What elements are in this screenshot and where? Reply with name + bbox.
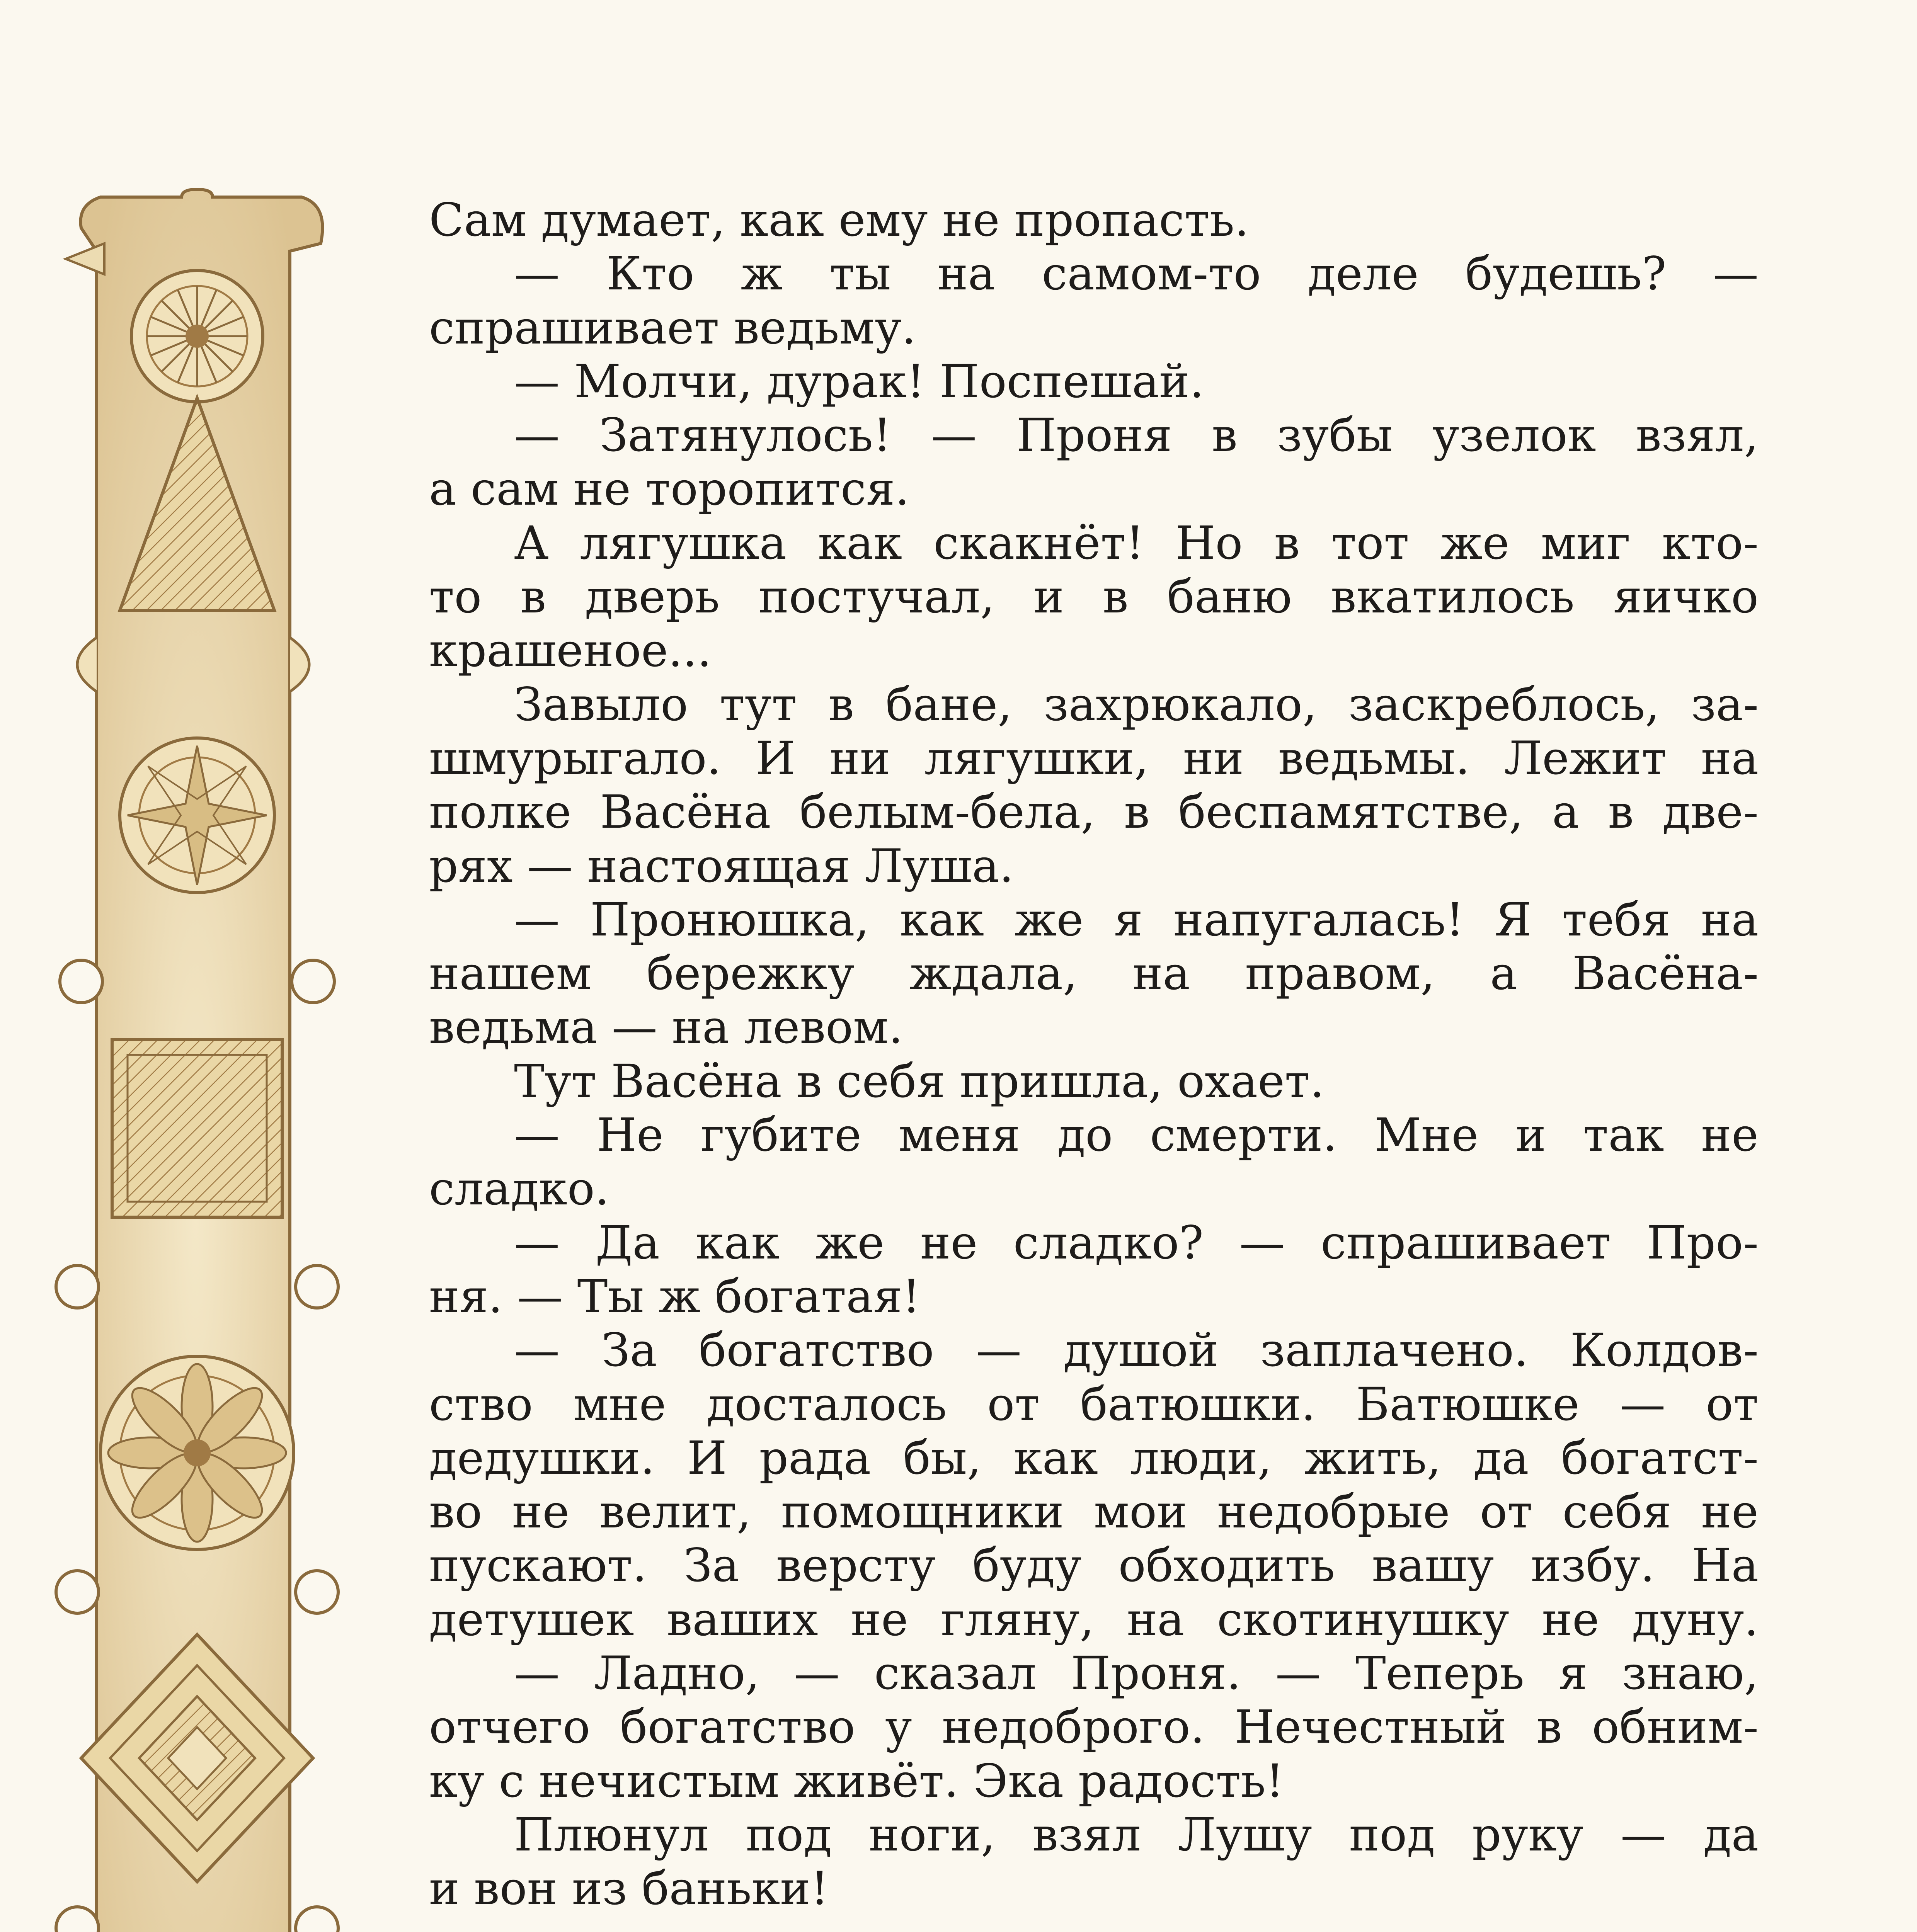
text-line: полке Васёна белым-бела, в беспамятстве, а в две- [429, 785, 1759, 839]
text-line: ку с нечистым живёт. Эка радость! [429, 1754, 1284, 1808]
text-line: нашем бережку ждала, на правом, а Васёна- [429, 947, 1759, 1000]
text-line: а сам не торопится. [429, 462, 910, 516]
text-line: пускают. За версту буду обходить вашу избу. На [429, 1539, 1759, 1592]
text-line: ведьма — на левом. [429, 1000, 903, 1054]
text-line: ство мне досталось от батюшки. Батюшке — от [429, 1377, 1759, 1431]
text-line: ня. — Ты ж богатая! [429, 1269, 921, 1323]
rosette-flower-icon [100, 1356, 294, 1549]
text-line: детушек ваших не гляну, на скотинушку не дуну. [429, 1592, 1759, 1646]
text-line: отчего богатство у недоброго. Нечестный в обним- [429, 1700, 1759, 1754]
text-line: дедушки. И рада бы, как люди, жить, да богатст- [429, 1431, 1759, 1485]
text-line: Тут Васёна в себя пришла, охает. [514, 1054, 1325, 1108]
text-line: — Не губите меня до смерти. Мне и так не [514, 1108, 1759, 1162]
text-line: рях — настоящая Луша. [429, 839, 1014, 893]
text-line: — Пронюшка, как же я напугалась! Я тебя на [514, 893, 1759, 946]
text-line: — Ладно, — сказал Проня. — Теперь я знаю, [514, 1646, 1759, 1700]
text-line: крашеное... [429, 624, 712, 677]
text-line: сладко. [429, 1162, 609, 1216]
lattice-square-icon [112, 1039, 282, 1217]
paragraph-gap [429, 1916, 1759, 1932]
text-line: Плюнул под ноги, взял Лушу под руку — да [514, 1808, 1759, 1861]
text-line: шмурыгало. И ни лягушки, ни ведьмы. Лежит на [429, 731, 1759, 785]
text-line: спрашивает ведьму. [429, 301, 916, 354]
text-line: — За богатство — душой заплачено. Колдов- [514, 1323, 1759, 1377]
text-line: и вон из баньки! [429, 1862, 829, 1915]
carved-wooden-ornament [35, 182, 367, 1932]
rosette-star-icon [120, 738, 274, 893]
rosette-top-icon [131, 270, 263, 402]
text-line: А лягушка как скакнёт! Но в тот же миг кто- [514, 516, 1759, 570]
text-line: Сам думает, как ему не пропасть. [429, 193, 1249, 247]
text-line: — Кто ж ты на самом-то деле будешь? — [514, 247, 1759, 301]
text-line: то в дверь постучал, и в баню вкатилось яичко [429, 570, 1759, 624]
text-line: — Да как же не сладко? — спрашивает Про- [514, 1216, 1759, 1269]
text-line: — Затянулось! — Проня в зубы узелок взял, [514, 408, 1759, 462]
text-line: — Молчи, дурак! Поспешай. [514, 354, 1204, 408]
text-line: во не велит, помощники мои недобрые от себя не [429, 1485, 1759, 1539]
story-text [429, 193, 1759, 1932]
text-line: Завыло тут в бане, захрюкало, заскреблось, за- [514, 677, 1759, 731]
